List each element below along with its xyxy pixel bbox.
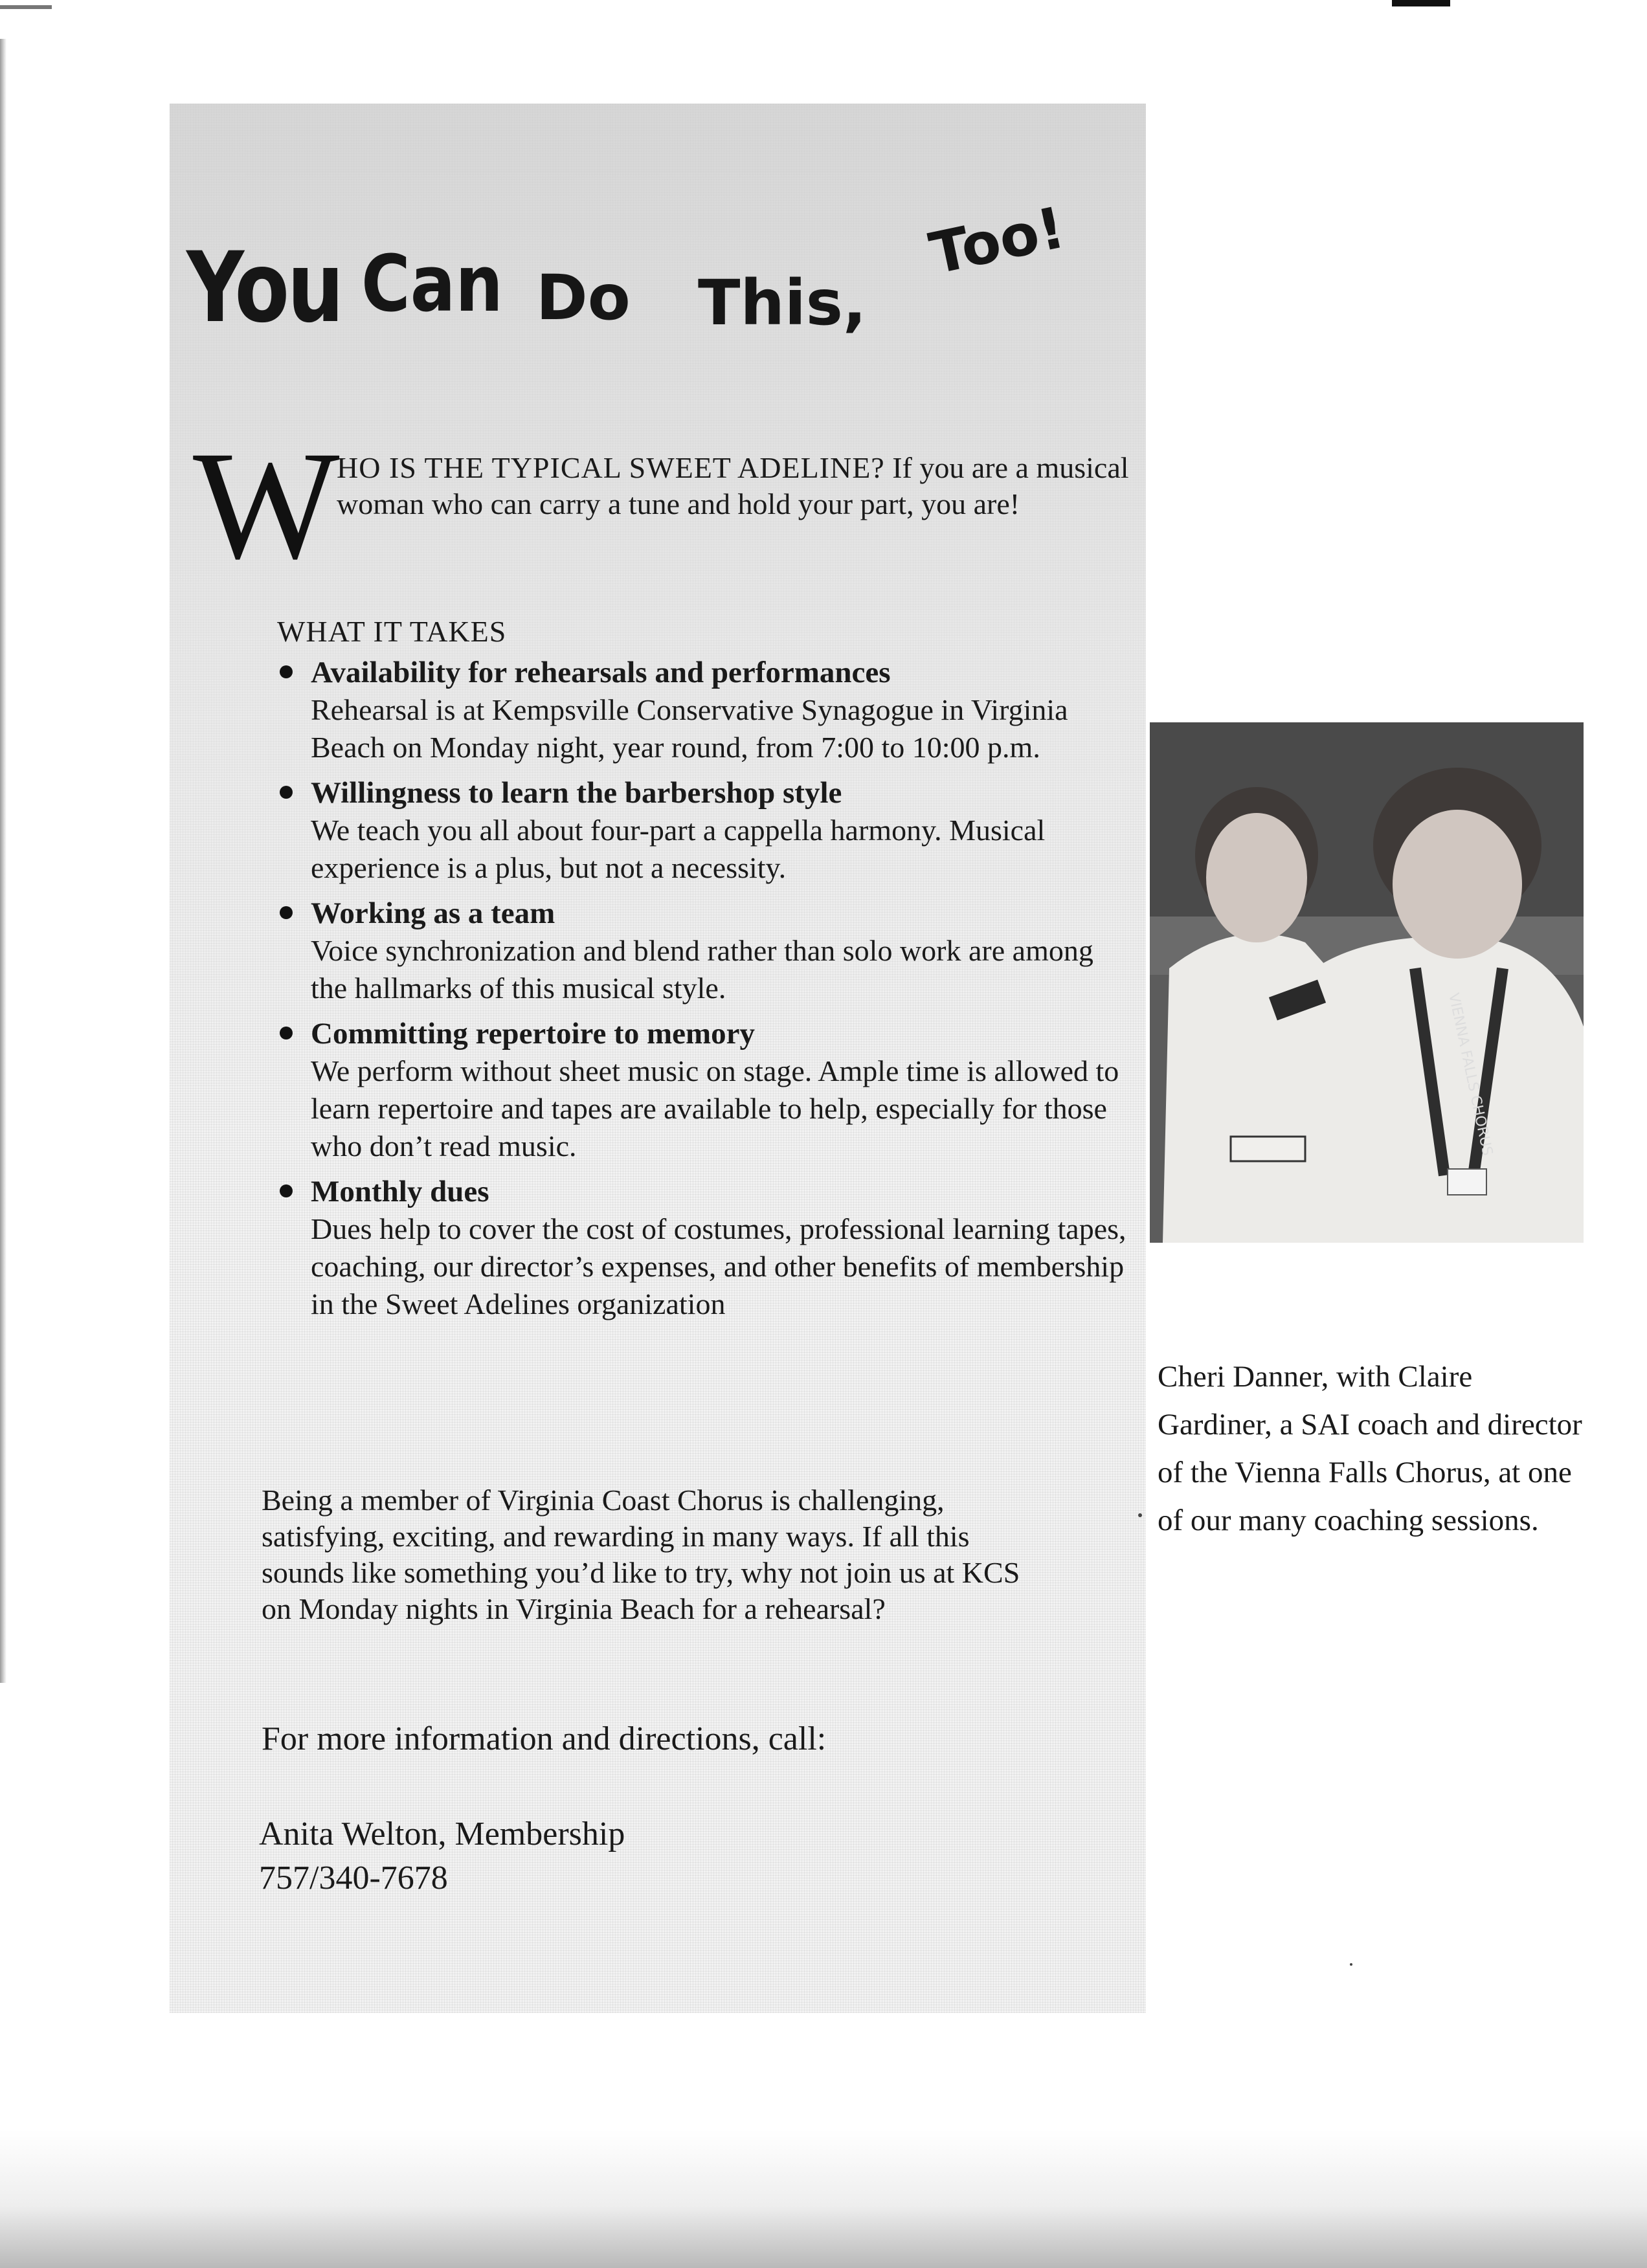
lanyard-text: VIENNA FALLS CHORUS <box>1445 992 1496 1157</box>
headline-word: Can <box>361 239 503 329</box>
headline <box>186 194 1171 408</box>
photo-two-women <box>1150 722 1584 1243</box>
section-heading: WHAT IT TAKES <box>277 615 507 648</box>
requirement-title: Committing repertoire to memory <box>311 1017 756 1051</box>
list-item <box>272 774 1133 887</box>
scan-corner-mark <box>1392 0 1450 6</box>
list-item <box>272 654 1133 766</box>
requirement-title: Willingness to learn the barbershop style <box>311 776 842 810</box>
scan-speck <box>1350 1963 1352 1966</box>
requirement-description: Dues help to cover the cost of costumes, professional learning tapes, coaching, our director’s expenses, and other benefits of membership in the Sweet Adelines organization <box>311 1212 1126 1320</box>
headline-word: Do <box>536 261 631 334</box>
scan-speck <box>1138 1513 1142 1517</box>
scan-corner-mark <box>0 5 52 9</box>
headline-word: Too! <box>924 194 1071 287</box>
call-to-action: For more information and directions, call: <box>262 1720 827 1757</box>
requirement-description: We perform without sheet music on stage. Ample time is allowed to learn repertoire and tapes are available to help, especially for those who don’t read music. <box>311 1054 1119 1162</box>
contact-phone: 757/340-7678 <box>259 1860 448 1896</box>
photo-caption: Cheri Danner, with Claire Gardiner, a SAI coach and director of the Vienna Falls Chorus, at one of our many coaching sessions. <box>1158 1360 1582 1537</box>
intro-paragraph <box>337 450 1146 522</box>
list-item <box>272 1015 1133 1165</box>
intro-text: If you are a musical woman who can carry a tune and hold your part, you are! <box>337 451 1129 520</box>
bullet-icon <box>280 665 293 678</box>
drop-cap: W <box>193 419 340 591</box>
bullet-icon <box>280 1184 293 1197</box>
requirements-list <box>272 654 1133 1331</box>
bullet-icon <box>280 906 293 919</box>
list-item <box>272 1173 1133 1323</box>
headline-word: This, <box>698 267 867 339</box>
requirement-description: Voice synchronization and blend rather than solo work are among the hallmarks of this musical style. <box>311 934 1093 1005</box>
intro-lead-caps: HO IS THE TYPICAL SWEET ADELINE? <box>337 451 885 484</box>
requirement-title: Availability for rehearsals and performances <box>311 656 891 689</box>
requirement-description: Rehearsal is at Kempsville Conservative Synagogue in Virginia Beach on Monday night, year round, from 7:00 to 10:00 p.m. <box>311 693 1068 764</box>
bullet-icon <box>280 786 293 799</box>
scan-edge-shadow <box>0 39 6 1683</box>
requirement-description: We teach you all about four-part a cappella harmony. Musical experience is a plus, but not a necessity. <box>311 814 1046 884</box>
requirement-title: Working as a team <box>311 896 555 930</box>
scan-edge-shadow <box>0 2129 1647 2268</box>
photo-illustration <box>1150 722 1584 1243</box>
list-item <box>272 895 1133 1007</box>
contact-name: Anita Welton, Membership <box>259 1816 625 1852</box>
requirement-title: Monthly dues <box>311 1175 489 1208</box>
contact-block <box>259 1812 625 1900</box>
bullet-icon <box>280 1027 293 1040</box>
headline-word: You <box>186 232 342 344</box>
closing-paragraph: Being a member of Virginia Coast Chorus is challenging, satisfying, exciting, and rewarding in many ways. If all this sounds like something you’d like to try, why not join us at KCS on Monday nights in Virginia Beach for a rehearsal? <box>262 1484 1020 1625</box>
